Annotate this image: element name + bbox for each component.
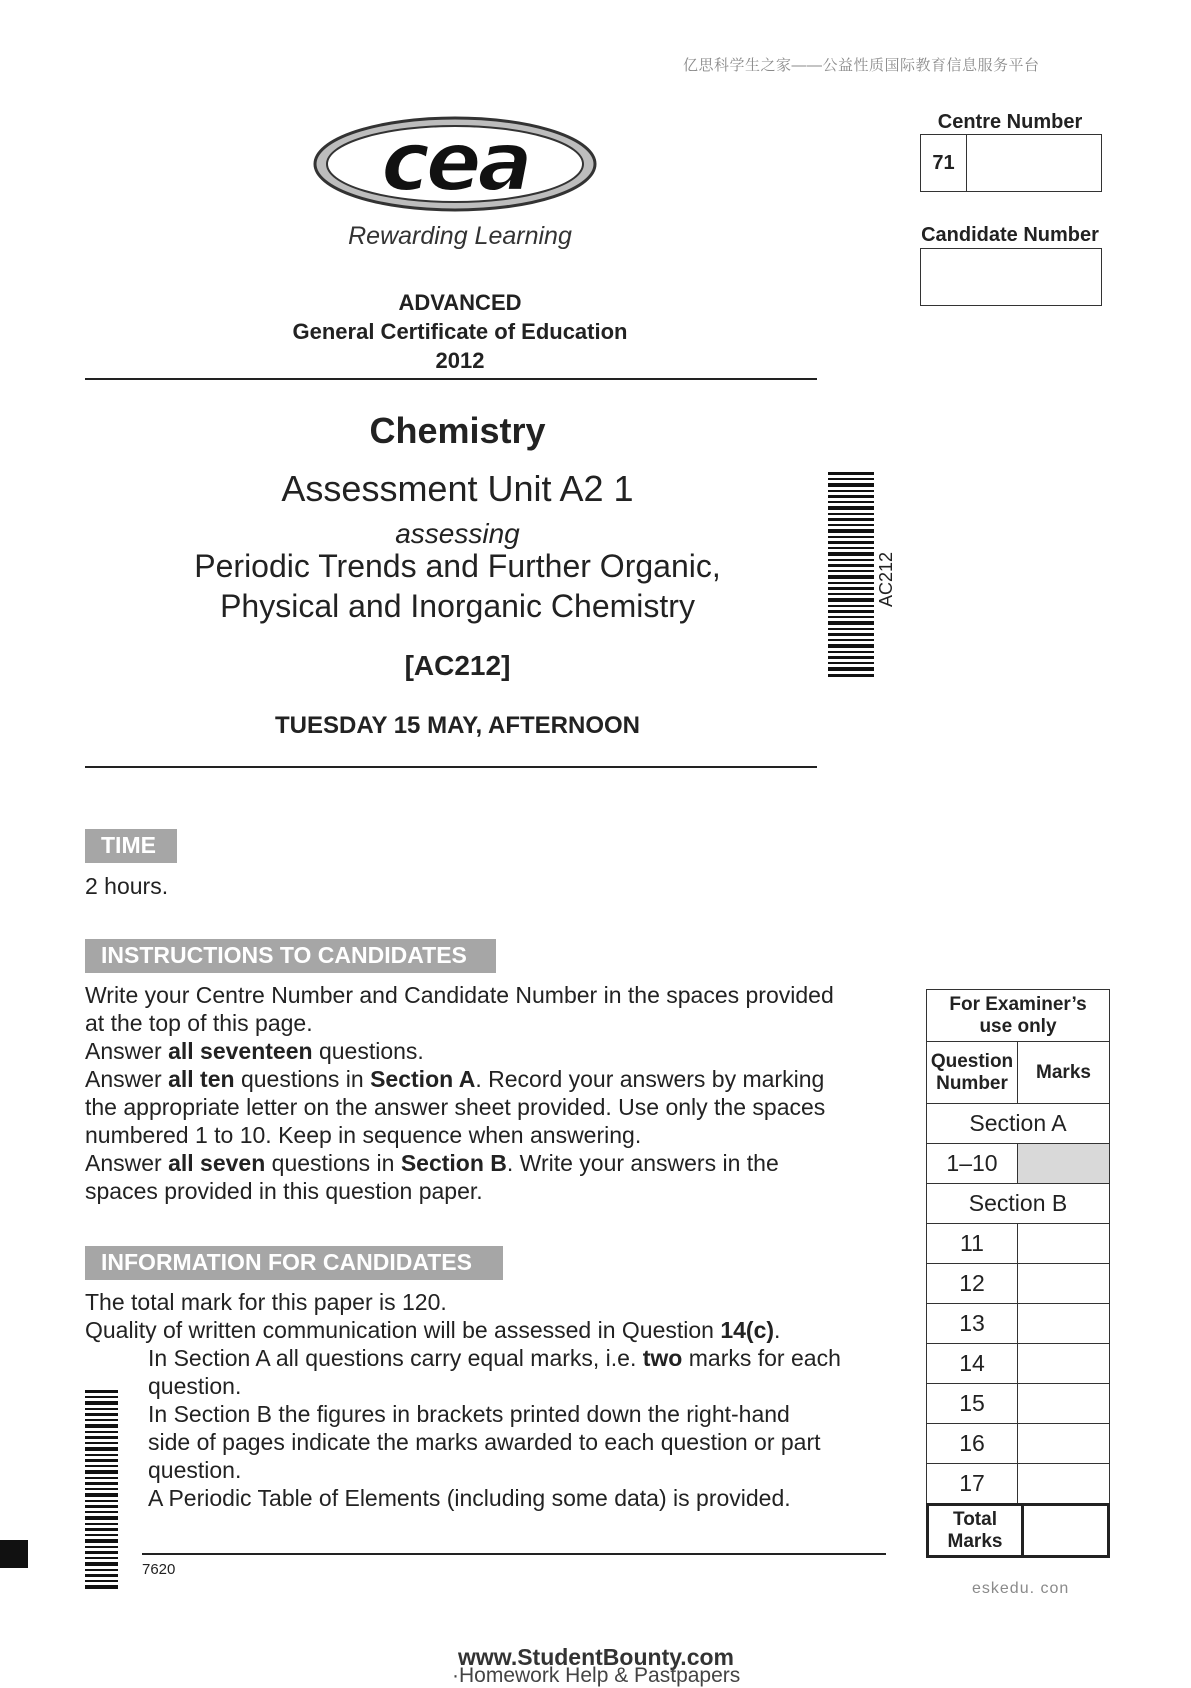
studentbounty-link[interactable]: www.StudentBounty.com	[458, 1644, 734, 1670]
total-marks-label: Total Marks	[929, 1506, 1024, 1555]
instructions-line: Write your Centre Number and Candidate Number in the spaces provided	[85, 982, 834, 1008]
centre-number-prefix: 71	[921, 135, 967, 191]
information-line: A Periodic Table of Elements (including some data) is provided.	[148, 1485, 791, 1511]
marks-cell[interactable]	[1018, 1344, 1110, 1384]
centre-number-box[interactable]	[920, 134, 1102, 192]
instructions-line: numbered 1 to 10. Keep in sequence when answering.	[85, 1122, 642, 1148]
divider-top	[85, 378, 817, 380]
marks-cell[interactable]	[1018, 1224, 1110, 1264]
instructions-line: Answer all ten questions in Section A. Record your answers by marking	[85, 1066, 825, 1092]
topic-line-2: Physical and Inorganic Chemistry	[220, 588, 695, 624]
marks-cell[interactable]	[1018, 1464, 1110, 1504]
total-marks-input[interactable]	[1024, 1506, 1107, 1555]
section-a-range: 1–10	[927, 1144, 1018, 1184]
registration-mark	[0, 1540, 28, 1568]
assessing-word: assessing	[395, 518, 520, 549]
information-indented	[85, 1344, 885, 1512]
instructions-line: the appropriate letter on the answer sheet provided. Use only the spaces	[85, 1094, 826, 1120]
information-text	[85, 1288, 885, 1512]
qualification-name: General Certificate of Education	[292, 319, 628, 344]
question-number-cell: 12	[927, 1264, 1018, 1304]
examiner-table	[926, 989, 1110, 1504]
question-number-cell: 14	[927, 1344, 1018, 1384]
instructions-heading: INSTRUCTIONS TO CANDIDATES	[85, 939, 496, 973]
question-number-cell: 17	[927, 1464, 1018, 1504]
centre-number-label: Centre Number	[937, 111, 1083, 133]
studentbounty-tagline: ·Homework Help & Pastpapers	[452, 1664, 741, 1687]
marks-cell[interactable]	[1018, 1264, 1110, 1304]
information-heading: INFORMATION FOR CANDIDATES	[85, 1246, 503, 1280]
information-line: question.	[148, 1457, 242, 1483]
question-number-cell: 15	[927, 1384, 1018, 1424]
information-line: In Section B the figures in brackets printed down the right-hand	[148, 1401, 790, 1427]
information-line: side of pages indicate the marks awarded to each question or part	[148, 1429, 821, 1455]
tagline: Rewarding Learning	[348, 222, 572, 250]
instructions-line: Answer all seven questions in Section B. Write your answers in the	[85, 1150, 779, 1176]
qualification-block	[240, 288, 680, 375]
logo-text: cea	[381, 115, 529, 210]
watermark-top: 亿思科学生之家——公益性质国际教育信息服务平台	[683, 57, 1040, 74]
instructions-line: at the top of this page.	[85, 1010, 313, 1036]
question-number-cell: 11	[927, 1224, 1018, 1264]
examiner-table-title: For Examiner’s use only	[927, 990, 1110, 1042]
information-line: In Section A all questions carry equal marks, i.e. two marks for each	[148, 1345, 841, 1371]
candidate-number-box[interactable]	[920, 248, 1102, 306]
section-b-row: Section B	[927, 1184, 1110, 1224]
divider-bottom	[85, 766, 817, 768]
assessment-unit: Assessment Unit A2 1	[281, 468, 634, 509]
exam-date: TUESDAY 15 MAY, AFTERNOON	[275, 712, 640, 739]
column-question-number: Question Number	[927, 1042, 1018, 1104]
qualification-year: 2012	[435, 348, 485, 373]
total-marks-box	[926, 1503, 1110, 1558]
information-line: Quality of written communication will be assessed in Question 14(c).	[85, 1317, 781, 1343]
barcode-vertical	[828, 472, 874, 678]
candidate-number-label: Candidate Number	[921, 224, 1099, 246]
cea-logo	[310, 112, 600, 217]
time-heading: TIME	[85, 829, 177, 863]
marks-cell[interactable]	[1018, 1304, 1110, 1344]
barcode-side	[85, 1390, 118, 1590]
topic-line-1: Periodic Trends and Further Organic,	[194, 548, 721, 584]
time-value: 2 hours.	[85, 873, 169, 899]
column-marks: Marks	[1018, 1042, 1110, 1104]
subject-title: Chemistry	[369, 410, 546, 451]
marks-cell[interactable]	[1018, 1384, 1110, 1424]
footer-rule	[142, 1553, 886, 1555]
footer-code: 7620	[142, 1561, 176, 1578]
question-number-cell: 16	[927, 1424, 1018, 1464]
information-line: question.	[148, 1373, 242, 1399]
section-a-marks-cell	[1018, 1144, 1110, 1184]
centre-number-input[interactable]	[967, 135, 1101, 191]
barcode-label: AC212	[876, 551, 896, 607]
information-line: The total mark for this paper is 120.	[85, 1289, 447, 1315]
instructions-text	[85, 981, 885, 1205]
instructions-line: spaces provided in this question paper.	[85, 1178, 483, 1204]
section-a-row: Section A	[927, 1104, 1110, 1144]
marks-cell[interactable]	[1018, 1424, 1110, 1464]
eskedu-watermark: eskedu. con	[972, 1580, 1070, 1597]
question-number-cell: 13	[927, 1304, 1018, 1344]
paper-code: [AC212]	[404, 650, 511, 681]
instructions-line: Answer all seventeen questions.	[85, 1038, 424, 1064]
qualification-level: ADVANCED	[398, 290, 522, 315]
